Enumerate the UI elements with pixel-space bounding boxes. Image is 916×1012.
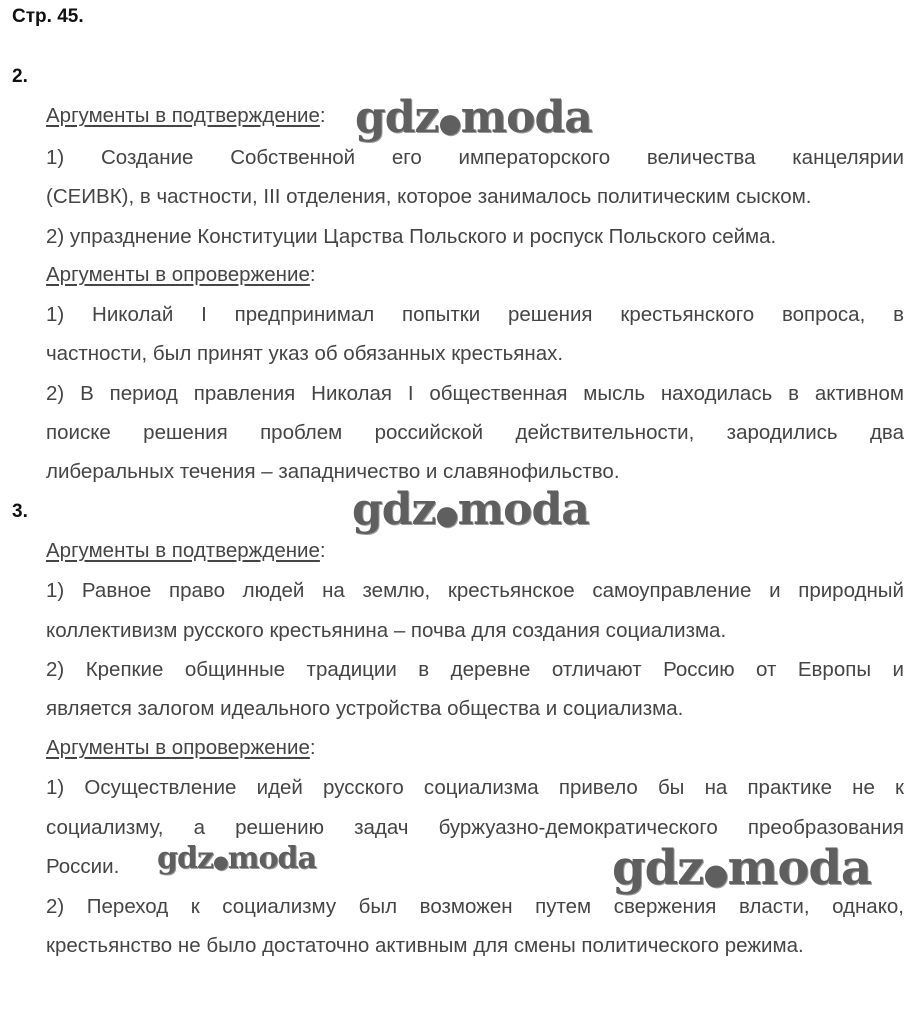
text-line: поиске решения проблем российской действительности, зародились два: [46, 421, 904, 444]
text-line: 1) Создание Собственной его императорского величества канцелярии: [46, 146, 904, 169]
support-heading-label: Аргументы в подтверждение: [46, 539, 320, 562]
heading-colon: :: [319, 104, 326, 127]
refute-heading-label: Аргументы в опровержение: [46, 263, 310, 286]
support-heading-label: Аргументы в подтверждение: [46, 104, 320, 127]
text-line: 1) Николай I предпринимал попытки решения крестьянского вопроса, в: [46, 303, 904, 326]
refute-heading-q3: [46, 736, 904, 760]
page-title: Стр. 45.: [12, 6, 84, 27]
support-heading-q3: [46, 539, 904, 563]
text-line: социализму, а решению задач буржуазно-демократического преобразования: [46, 816, 904, 839]
text-line: 1) Осуществление идей русского социализма привело бы на практике не к: [46, 776, 904, 799]
text-line: коллективизм русского крестьянина – почва для создания социализма.: [46, 619, 727, 642]
text-line: 2) упразднение Конституции Царства Польского и роспуск Польского сейма.: [46, 225, 777, 248]
text-line: 2) В период правления Николая I общественная мысль находилась в активном: [46, 382, 904, 405]
text-line: 2) Переход к социализму был возможен путем свержения власти, однако,: [46, 895, 904, 918]
text-line: России.: [46, 855, 120, 878]
heading-colon: :: [309, 736, 316, 759]
refute-heading-q2: [46, 263, 904, 287]
watermark-logo: gdz●moda: [352, 484, 589, 535]
text-line: либеральных течения – западничество и славянофильство.: [46, 460, 620, 483]
text-line: является залогом идеального устройства общества и социализма.: [46, 697, 684, 720]
text-line: 2) Крепкие общинные традиции в деревне отличают Россию от Европы и: [46, 658, 904, 681]
heading-colon: :: [309, 263, 316, 286]
watermark-logo: gdz●moda: [612, 840, 871, 896]
text-line: частности, был принят указ об обязанных крестьянах.: [46, 342, 564, 365]
heading-colon: :: [319, 539, 326, 562]
text-line: крестьянство не было достаточно активным для смены политического режима.: [46, 934, 804, 957]
text-line: 1) Равное право людей на землю, крестьянское самоуправление и природный: [46, 579, 904, 602]
refute-heading-label: Аргументы в опровержение: [46, 736, 310, 759]
question-number-3: 3.: [12, 501, 28, 522]
text-line: (СЕИВК), в частности, III отделения, которое занималось политическим сыском.: [46, 185, 812, 208]
question-number-2: 2.: [12, 66, 28, 87]
watermark-logo: gdz●moda: [157, 841, 316, 876]
watermark-logo: gdz●moda: [355, 92, 592, 143]
